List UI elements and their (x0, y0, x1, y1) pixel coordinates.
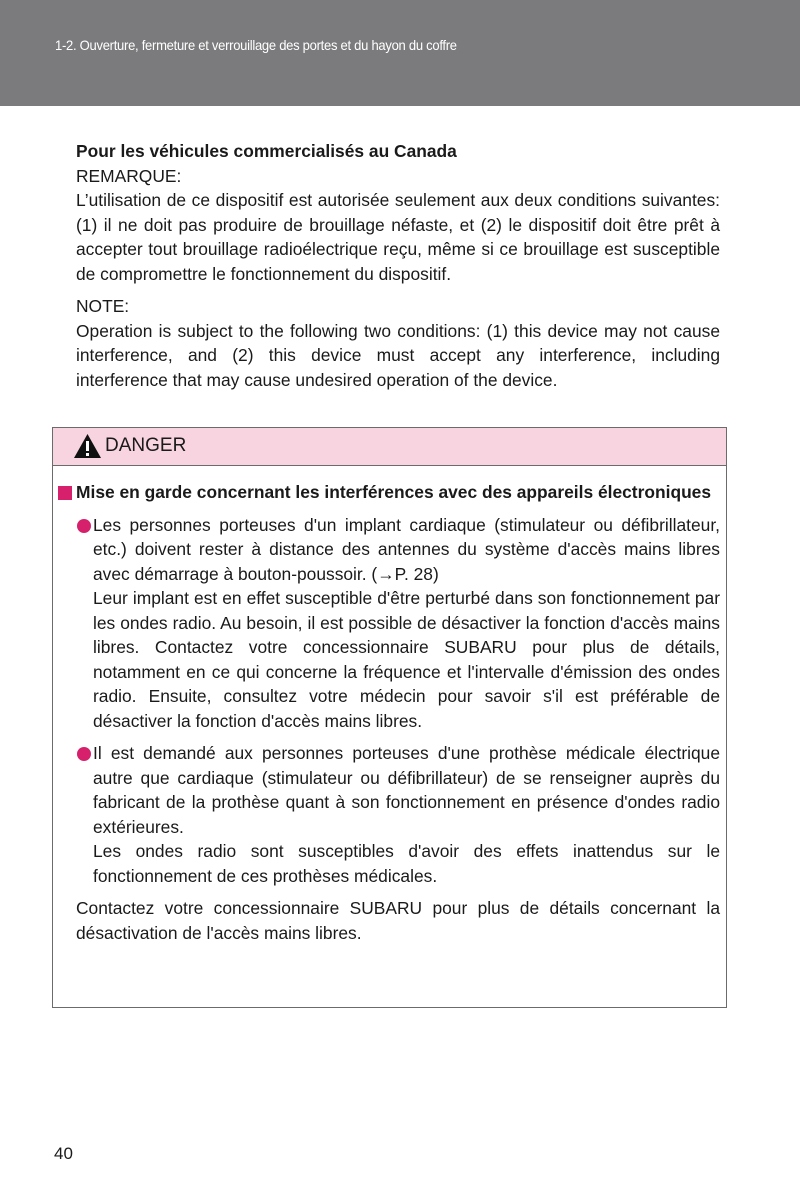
list-item (93, 741, 720, 888)
canada-heading: Pour les véhicules commercialisés au Canada (76, 141, 457, 161)
danger-title: DANGER (105, 435, 187, 456)
chapter-header-band (0, 0, 800, 106)
closing-note: Contactez votre concessionnaire SUBARU pour plus de détails concernant la désactivation de l'accès mains libres. (76, 898, 720, 943)
canada-notice (76, 139, 720, 392)
warning-triangle-icon (73, 433, 102, 459)
bullet1-para2: Leur implant est en effet susceptible d'être perturbé dans son fonctionnement par les ondes radio. Au besoin, il est possible de désactiver la fonction d'accès mains libres. Contactez votre concessionnaire SUBARU pour plus de détails, notamment en ce qui concerne la fréquence et l'intervalle d'émission des ondes radio. Ensuite, consultez votre médecin pour savoir s'il est préférable de désactiver la fonction d'accès mains libres. (93, 588, 720, 731)
section-heading-text: Mise en garde concernant les interférences avec des appareils électroniques (76, 482, 712, 502)
list-item (93, 513, 720, 734)
bullet2-para2: Les ondes radio sont susceptibles d'avoir des effets inattendus sur le fonctionnement de ces prothèses médicales. (93, 841, 720, 886)
section-heading (76, 480, 720, 505)
circle-bullet-icon (77, 519, 91, 533)
note-text: Operation is subject to the following two conditions: (1) this device may not cause interference, and (2) this device must accept any interference, including interference that may cause undesired operation of the device. (76, 320, 720, 390)
danger-body (76, 480, 720, 945)
bullet2-para1: Il est demandé aux personnes porteuses d'une prothèse médicale électrique autre que cardiaque (stimulateur ou défibrillateur) de se renseigner auprès du fabricant de la prothèse quant à son fonctionnement en présence d'ondes radio extérieures. (93, 743, 720, 837)
circle-bullet-icon (77, 747, 91, 761)
note-label: NOTE: (76, 296, 130, 316)
danger-header (53, 428, 726, 466)
danger-box (52, 427, 727, 1008)
remarque-text: L’utilisation de ce dispositif est autorisée seulement aux deux conditions suivantes: (1) il ne doit pas produire de brouillage néfaste, et (2) le dispositif doit être prêt à accepter tout brouillage radioélectrique reçu, même si ce brouillage est susceptible de compromettre le fonctionnement du dispositif. (76, 190, 720, 284)
chapter-breadcrumb: 1-2. Ouverture, fermeture et verrouillage des portes et du hayon du coffre (55, 37, 457, 53)
remarque-label: REMARQUE: (76, 165, 182, 186)
page-number: 40 (54, 1144, 73, 1163)
square-bullet-icon (58, 486, 72, 500)
bullet1-para1: Les personnes porteuses d'un implant cardiaque (stimulateur ou défibrillateur, etc.) doivent rester à distance des antennes du système d'accès mains libres avec démarrage à bouton-poussoir. (→P. 28) (93, 514, 720, 584)
